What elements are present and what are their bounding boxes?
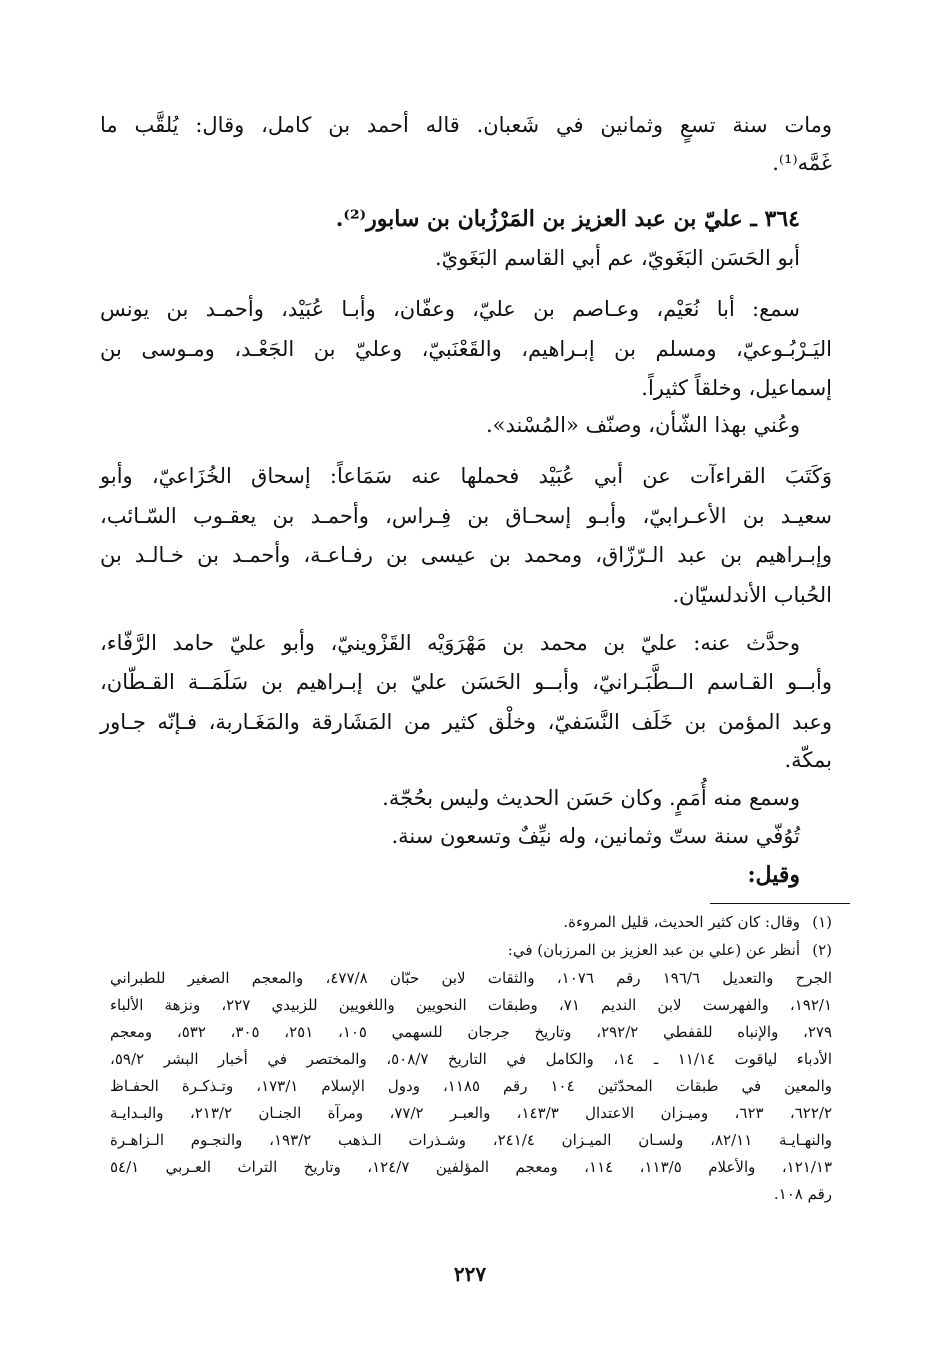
- footnote-text: وقال: كان كثير الحديث، قليل المروءة.: [563, 913, 800, 931]
- text-line: وأبــو القـاسم الــطَّبَـرانيّ، وأبــو الحَسَن عليّ بن إبـراهيم بن سَلَمَــة القـطّان،: [100, 670, 832, 694]
- entry-heading: ٣٦٤ ـ عليّ بن عبد العزيز بن المَرْزُبان بن سابور⁽²⁾.: [335, 206, 800, 232]
- text-line: غَمَّه⁽¹⁾.: [772, 151, 832, 175]
- footnote-line: الأدباء لياقوت ١١/١٤ ـ ١٤، والكامل في التاريخ ٥٠٨/٧، والمختصر في أخبار البشر ٥٩/٢،: [110, 1050, 832, 1068]
- text-line: وقيل:: [747, 862, 800, 888]
- footnote-text: أنظر عن (علي بن عبد العزيز بن المرزبان) في:: [507, 941, 800, 959]
- text-line: وَكَتَبَ القراءآت عن أبي عُبَيْد فحملها عنه سَمَاعاً: إسحاق الخُزَاعيّ، وأبو: [100, 464, 832, 488]
- text-line: إسماعيل، وخلقاً كثيراً.: [641, 376, 832, 400]
- text-line: الحُباب الأندلسيّان.: [672, 583, 832, 607]
- footnote-line: الجرح والتعديل ١٩٦/٦ رقم ١٠٧٦، والثقات لابن حبّان ٤٧٧/٨، والمعجم الصغير للطبراني: [110, 969, 833, 987]
- page-number: ٢٢٧: [453, 1262, 487, 1286]
- text-line: وحدَّث عنه: عليّ بن محمد بن مَهْرَوَيْه القَزْوينيّ، وأبو عليّ حامد الرَّفّاء،: [100, 631, 800, 655]
- footnote-line: والمعين في طبقات المحدّثين ١٠٤ رقم ١١٨٥، ودول الإسلام ١٧٣/١، وتـذكـرة الحفـاظ: [110, 1077, 832, 1095]
- text-line: ومات سنة تسعٍ وثمانين في شَعبان. قاله أحمد بن كامل، وقال: يُلقَّب ما: [100, 113, 832, 137]
- text-line: وسمع منه أُمَمٍ. وكان حَسَن الحديث وليس بحُجّة.: [382, 786, 800, 810]
- text-line: سعيـد بن الأعـرابيّ، وأبـو إسحـاق بن فِـراس، وأحمـد بن يعقـوب السّـائب،: [100, 504, 832, 528]
- footnote-line: ٢٧٩، والإنباه للقفطي ٢٩٢/٢، وتاريخ جرجان للسهمي ١٠٥، ٢٥١، ٣٠٥، ٥٣٢، ومعجم: [110, 1023, 833, 1041]
- footnote-line: ١٩٢/١، والفهرست لابن النديم ٧١، وطبقات النحويين واللغويين للزبيدي ٢٢٧، ونزهة الألباء: [110, 996, 832, 1014]
- text-line: وعُني بهذا الشّأن، وصنّف «المُسْند».: [485, 413, 800, 437]
- footnote-line: ١٢١/١٣، والأعلام ١١٣/٥، ١١٤، ومعجم المؤلفين ١٢٤/٧، وتاريخ التراث العـربي ٥٤/١: [110, 1158, 833, 1176]
- footnote-line: ٦٢٢/٢، ٦٢٣، وميـزان الاعتدال ١٤٣/٣، والعبـر ٧٧/٢، ومرآة الجنـان ٢١٣/٢، والبـدايـة: [110, 1104, 833, 1122]
- footnote-line: رقم ١٠٨.: [773, 1185, 832, 1203]
- text-line: بمكّة.: [784, 748, 832, 772]
- text-line: وإبـراهيم بن عبد الـرّزّاق، ومحمد بن عيسى بن رفـاعـة، وأحمـد بن خـالـد بن: [100, 543, 832, 567]
- text-line: وعبد المؤمن بن خَلَف النَّسَفيّ، وخلْق كثير من المَشَارقة والمَغَـاربة، فـإنّه جـاور: [100, 710, 832, 734]
- footnote-marker: (٢): [812, 941, 832, 959]
- text-line: أبو الحَسَن البَغَويّ، عم أبي القاسم البَغَويّ.: [434, 246, 800, 270]
- footnote-line: والنهـايـة ٨٢/١١، ولسـان الميـزان ٢٤١/٤، وشـذرات الـذهب ١٩٣/٢، والنجـوم الـزاهـرة: [110, 1131, 832, 1149]
- text-line: سمع: أبا نُعَيْم، وعـاصم بن عليّ، وعفّان، وأبـا عُبَيْد، وأحمـد بن يونس: [100, 297, 800, 321]
- text-line: تُوُفّي سنة ستّ وثمانين، وله نيِّفٌ وتسعون سنة.: [391, 824, 800, 848]
- footnote-marker: (١): [812, 913, 832, 931]
- footnote-separator: [710, 903, 850, 904]
- text-line: اليَـرْبُـوعيّ، ومسلم بن إبـراهيم، والقَعْنَبيّ، وعليّ بن الجَعْـد، ومـوسى بن: [100, 337, 832, 361]
